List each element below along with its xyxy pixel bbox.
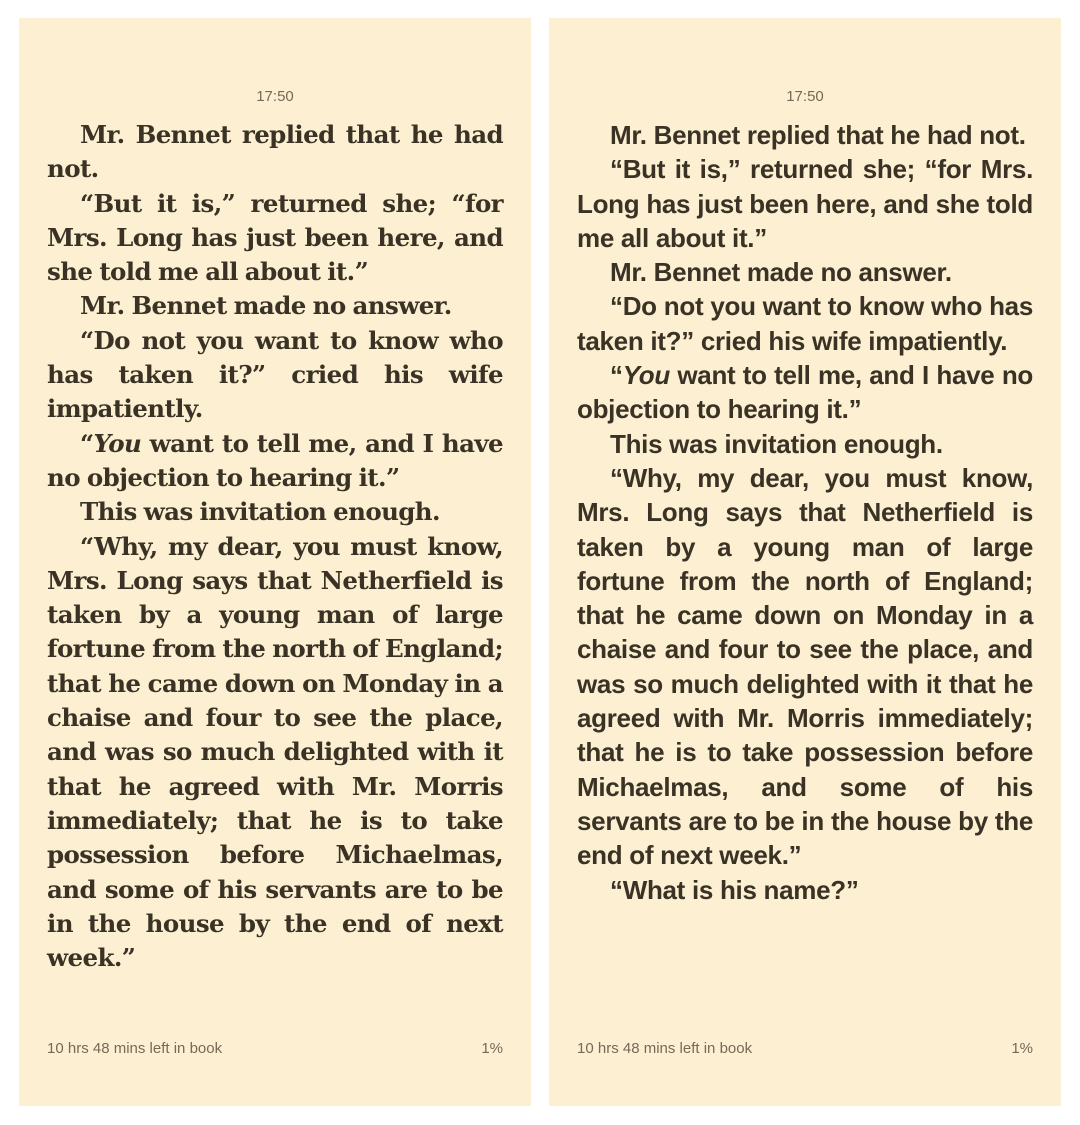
- time-left-label: 10 hrs 48 mins left in book: [47, 1040, 223, 1057]
- reader-page-sans[interactable]: [549, 18, 1061, 1106]
- book-text: [47, 118, 503, 975]
- paragraph: “Why, my dear, you must know, Mrs. Long says that Netherfield is taken by a young man of large fortune from the north of England; that he came down on Monday in a chaise and four to see the place, and was so much delighted with it that he agreed with Mr. Morris immediately; that he is to take possession before Michaelmas, and some of his servants are to be in the house by the end of next week.”: [577, 462, 1033, 871]
- paragraph: “Do not you want to know who has taken it?” cried his wife impatiently.: [47, 325, 503, 424]
- clock-time: 17:50: [786, 88, 824, 105]
- paragraph: Mr. Bennet made no answer.: [80, 291, 452, 321]
- paragraph: “You want to tell me, and I have no objection to hearing it.”: [47, 428, 503, 492]
- paragraph: “What is his name?”: [610, 874, 859, 905]
- reader-page-serif[interactable]: [19, 18, 531, 1106]
- emphasis: You: [622, 360, 670, 391]
- paragraph: This was invitation enough.: [80, 497, 440, 527]
- progress-percent: 1%: [481, 1040, 503, 1057]
- paragraph: “You want to tell me, and I have no objection to hearing it.”: [577, 360, 1033, 425]
- paragraph: “Why, my dear, you must know, Mrs. Long says that Netherfield is taken by a young man of large fortune from the north of England; that he came down on Monday in a chaise and four to see the place, and was so much delighted with it that he agreed with Mr. Morris immediately; that he is to take possession before Michaelmas, and some of his servants are to be in the house by the end of next week.”: [47, 531, 503, 973]
- emphasis: You: [93, 428, 142, 458]
- paragraph: Mr. Bennet made no answer.: [610, 257, 952, 288]
- paragraph: “Do not you want to know who has taken it?” cried his wife impatiently.: [577, 291, 1033, 356]
- book-text: [577, 118, 1033, 907]
- time-left-label: 10 hrs 48 mins left in book: [577, 1040, 753, 1057]
- paragraph: Mr. Bennet replied that he had not.: [610, 120, 1026, 150]
- paragraph: “But it is,” returned she; “for Mrs. Long has just been here, and she told me all about it.”: [47, 188, 503, 287]
- paragraph: “But it is,” returned she; “for Mrs. Long has just been here, and she told me all about it.”: [577, 154, 1033, 253]
- paragraph: Mr. Bennet replied that he had not.: [47, 120, 503, 184]
- clock-time: 17:50: [256, 88, 294, 105]
- progress-percent: 1%: [1011, 1040, 1033, 1057]
- paragraph: This was invitation enough.: [610, 428, 943, 459]
